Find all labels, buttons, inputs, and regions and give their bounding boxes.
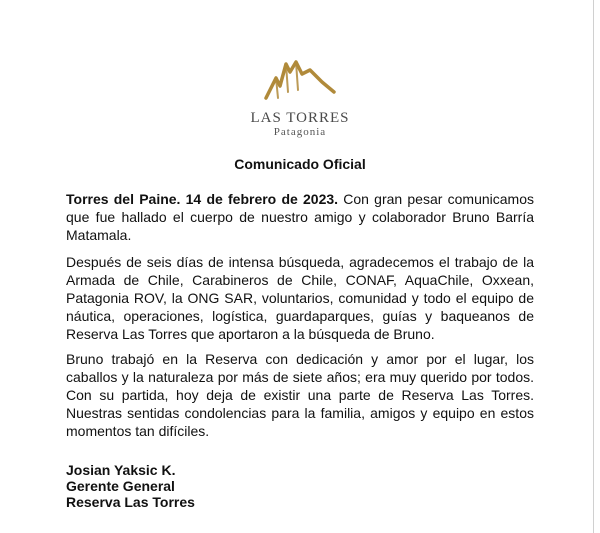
signature-organization: Reserva Las Torres xyxy=(66,494,195,510)
paragraph-2: Después de seis días de intensa búsqueda, agradecemos el trabajo de la Armada de Chile, Carabineros de Chile, CONAF, AquaChile, Oxxean, Patagonia ROV, la ONG SAR, voluntarios, comunidad y todo el equipo de náutica, operaciones, logística, guardaparques, guías y baqueanos de Reserva Las Torres que aportaron a la búsqueda de Bruno. xyxy=(66,254,534,342)
document-title: Comunicado Oficial xyxy=(234,156,366,172)
paragraph-3: Bruno trabajó en la Reserva con dedicación y amor por el lugar, los caballos y la naturaleza por más de siete años; era muy querido por todos. Con su partida, hoy deja de existir una parte de Reserva Las Torres. Nuestras sentidas condolencias para la familia, amigos y equipo en estos momentos tan difíciles. xyxy=(66,351,534,439)
las-torres-logo xyxy=(0,52,600,139)
mountain-icon xyxy=(260,52,340,102)
signature-position: Gerente General xyxy=(66,478,175,494)
signature-name: Josian Yaksic K. xyxy=(66,462,176,478)
brand-name: LAS TORRES xyxy=(250,110,350,126)
paragraph-1-rest: Con gran pesar comunicamos que fue hallado el cuerpo de nuestro amigo y colaborador Bruno Barría Matamala. xyxy=(66,191,535,243)
paragraph-1 xyxy=(66,190,534,244)
brand-subtitle: Patagonia xyxy=(273,126,327,138)
signature-block xyxy=(66,462,195,510)
paragraph-1-lead: Torres del Paine. 14 de febrero de 2023. xyxy=(66,191,339,207)
